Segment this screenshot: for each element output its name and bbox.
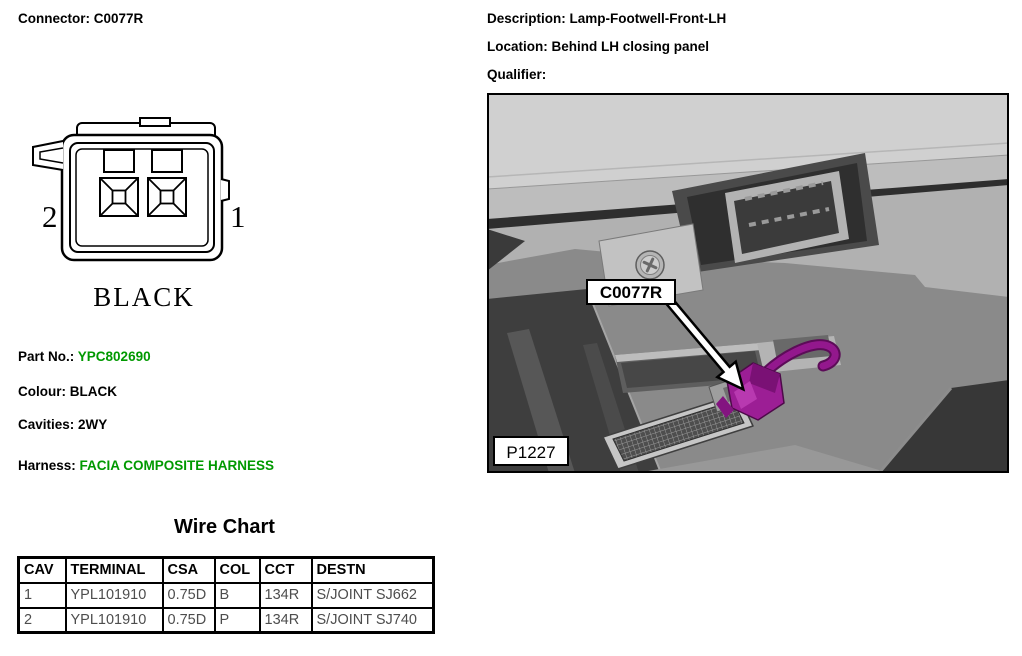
- cell-cav: 2: [19, 608, 66, 633]
- figure-id-tag: [494, 437, 568, 465]
- description-label: Description:: [487, 11, 566, 26]
- location-line: [487, 39, 709, 54]
- terminal-cavity-2: [100, 178, 138, 216]
- part-no-line: [18, 349, 151, 364]
- figure-id-text: P1227: [506, 443, 556, 462]
- col-header-csa: CSA: [163, 558, 215, 583]
- cell-col: P: [215, 608, 260, 633]
- col-header-cct: CCT: [260, 558, 312, 583]
- connector-outline: [33, 118, 229, 260]
- wire-chart-row-1: [19, 583, 434, 608]
- connector-value: C0077R: [93, 11, 144, 26]
- cell-destn: S/JOINT SJ740: [312, 608, 434, 633]
- connector-colour-caption: BLACK: [93, 282, 195, 310]
- cavity-window-right: [152, 150, 182, 172]
- cell-cct: 134R: [260, 583, 312, 608]
- location-photo: [487, 93, 1009, 473]
- cavities-line: [18, 417, 107, 432]
- part-no-value: YPC802690: [77, 349, 151, 364]
- colour-line: [18, 384, 117, 399]
- callout-label: [587, 280, 675, 304]
- harness-value: FACIA COMPOSITE HARNESS: [79, 458, 275, 473]
- col-header-col: COL: [215, 558, 260, 583]
- wire-chart-title: Wire Chart: [174, 516, 275, 538]
- pin-number-2: 2: [42, 199, 58, 234]
- col-header-terminal: TERMINAL: [66, 558, 163, 583]
- cavity-window-left: [104, 150, 134, 172]
- cell-terminal: YPL101910: [66, 608, 163, 633]
- harness-line: [18, 458, 274, 473]
- cell-destn: S/JOINT SJ662: [312, 583, 434, 608]
- connector-heading: [18, 11, 143, 26]
- wire-chart-header-row: [19, 558, 434, 583]
- cell-cct: 134R: [260, 608, 312, 633]
- callout-text: C0077R: [599, 283, 663, 302]
- wire-chart-row-2: [19, 608, 434, 633]
- col-header-destn: DESTN: [312, 558, 434, 583]
- cell-terminal: YPL101910: [66, 583, 163, 608]
- pin-number-1: 1: [230, 199, 246, 234]
- connector-label: Connector:: [18, 11, 90, 26]
- cell-col: B: [215, 583, 260, 608]
- location-value: Behind LH closing panel: [551, 39, 710, 54]
- terminal-cavity-1: [148, 178, 186, 216]
- colour-label: Colour:: [18, 384, 66, 399]
- qualifier-label: Qualifier:: [487, 67, 547, 82]
- screw-icon: [636, 251, 664, 279]
- location-label: Location:: [487, 39, 548, 54]
- description-value: Lamp-Footwell-Front-LH: [569, 11, 727, 26]
- qualifier-line: [487, 67, 546, 82]
- location-photo-rendering: [487, 93, 1009, 473]
- col-header-cav: CAV: [19, 558, 66, 583]
- connector-latch-tab: [140, 118, 170, 126]
- cell-csa: 0.75D: [163, 608, 215, 633]
- colour-value: BLACK: [69, 384, 118, 399]
- harness-label: Harness:: [18, 458, 76, 473]
- cell-cav: 1: [19, 583, 66, 608]
- cavities-value: 2WY: [78, 417, 108, 432]
- cell-csa: 0.75D: [163, 583, 215, 608]
- connector-left-flange: [33, 141, 63, 170]
- cavities-label: Cavities:: [18, 417, 75, 432]
- connector-right-step: [221, 179, 229, 201]
- connector-face-diagram: [30, 115, 260, 310]
- connector-body: [62, 135, 222, 260]
- wire-chart-table: [17, 556, 435, 634]
- description-line: [487, 11, 726, 26]
- part-no-label: Part No.:: [18, 349, 75, 364]
